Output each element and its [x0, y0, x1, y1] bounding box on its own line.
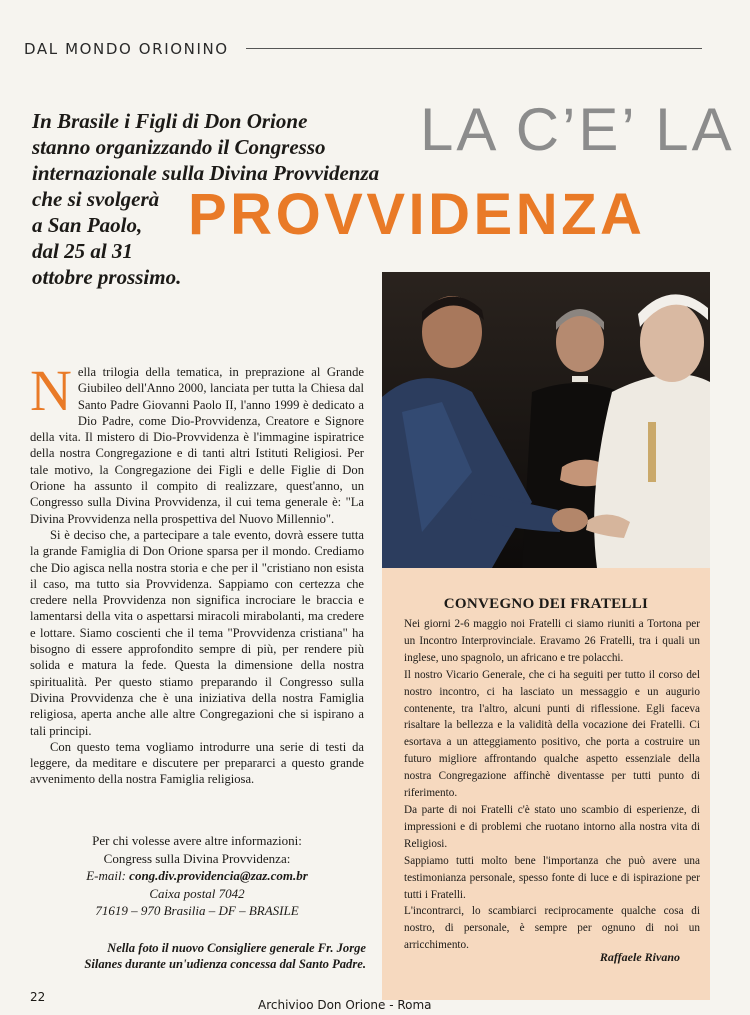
title-line-1: LA C’E’ LA	[420, 96, 735, 163]
sidebar-box	[382, 568, 710, 1000]
sidebar-author: Raffaele Rivano	[599, 950, 680, 964]
title-line-2: PROVVIDENZA	[188, 182, 646, 247]
sidebar-paragraph: Da parte di noi Fratelli c'è stato uno scambio di esperienze, di impressioni e di problemi che ruotano intorno alla nostra vita di Religiosi.	[404, 803, 700, 850]
lead-line: dal 25 al 31	[32, 239, 133, 263]
lead-line: In Brasile i Figli di Don Orione	[32, 109, 308, 133]
contact-block	[30, 832, 364, 920]
email-link[interactable]: cong.div.providencia@zaz.com.br	[129, 868, 308, 884]
lead-line: stanno organizzando il Congresso	[32, 135, 326, 159]
sidebar-paragraph: Nei giorni 2-6 maggio noi Fratelli ci siamo riuniti a Tortona per un Incontro Interprovinciale. Eravamo 26 Fratelli, tra i quali un inglese, uno spagnolo, un africano e tre polacchi.	[404, 618, 700, 664]
lead-line: ottobre prossimo.	[32, 265, 182, 289]
lead-line: internazionale sulla Divina Provvidenza	[32, 161, 380, 185]
contact-postal: Caixa postal 7042	[149, 885, 245, 901]
article-paragraph-text: ella trilogia della tematica, in preprazione al Grande Giubileo dell'Anno 2000, lanciata per tutta la Chiesa dal Santo Padre Giovanni Paolo II, l'anno 1999 è dedicato a Dio Padre, come Dio-Provvidenza, Creatore e Signore della vita. Il mistero di Dio-Provvidenza è l'immagine ispiratrice della nostra Congregazione e di tanti altri Istituti Religiosi. Per tale motivo, la Congregazione dei Figli e delle Figlie di Don Orione ha assunto il compito di realizzare, quest'anno, un Congresso sulla Divina Provvidenza, il cui tema generale è: "La Divina Provvidenza nella prospettiva del Nuovo Millennio".	[30, 365, 364, 526]
caption-line: Silanes durante un'udienza concessa dal Santo Padre.	[84, 957, 366, 971]
lead-line: a San Paolo,	[32, 213, 143, 237]
contact-address: 71619 – 970 Brasilia – DF – BRASILE	[95, 903, 299, 919]
drop-cap: N	[30, 358, 72, 423]
page-number: 22	[30, 990, 46, 1004]
lead-line: che si svolgerà	[32, 187, 160, 211]
email-label: E-mail:	[86, 868, 126, 884]
sidebar-title: CONVEGNO DEI FRATELLI	[443, 596, 649, 612]
article-paragraph	[30, 358, 364, 527]
article-paragraph: Si è deciso che, a partecipare a tale evento, dovrà essere tutta la grande Famiglia di Don Orione sparsa per il mondo. Crediamo che Dio agisca nella nostra storia e che per il "cristiano non esista il caso, ma tutto sia Provvidenza. Sappiamo con certezza che credere nella Provvidenza non significa incrociare le braccia e lamentarsi della vita o aspettarsi miracoli mirabolanti, ma credere e lottare. Siamo coscienti che il tema "Provvidenza cristiana" ha bisogno di essere approfondito sempre di più, per rendere più solida e matura la fede. Questa la dimensione della nostra spiritualità. Per questo stiamo preparando il Congresso sulla Divina Provvidenza che è una iniziativa della nostra Famiglia religiosa, aperta anche alle altre Congregazioni che si ispirano a tali principi.	[30, 527, 364, 738]
audience-photo	[382, 272, 710, 568]
photo-caption	[30, 940, 366, 972]
sidebar-paragraph: Sappiamo tutti molto bene l'importanza che può avere una testimonianza personale, spesso fonte di luce e di ispirazione per tutti i Fratelli.	[404, 854, 700, 901]
sidebar-paragraph: L'incontrarci, lo scambiarci reciprocamente qualche cosa di nostro, di personale, è sempre per ognuno di noi un arricchimento.	[404, 905, 700, 952]
header-rule	[246, 48, 702, 49]
archive-footer: Archivioo Don Orione - Roma	[258, 998, 432, 1012]
sidebar-paragraph: Il nostro Vicario Generale, che ci ha seguiti per tutto il corso del nostro incontro, ci ha lasciato un messaggio e un augurio contenente, tra l'altro, alcuni punti di riflessione. Egli faceva risaltare la bellezza e la validità della vocazione dei Fratelli. Ci esortava a un atteggiamento positivo, che porta a costruire un futuro migliore affrontando qualche aspetto essenziale della nostra Congregazione affinchè diventasse per tutti punto di riferimento.	[404, 668, 700, 800]
contact-name: Congress sulla Divina Provvidenza:	[103, 850, 291, 866]
caption-line: Nella foto il nuovo Consigliere generale Fr. Jorge	[107, 941, 366, 955]
section-label: DAL MONDO ORIONINO	[24, 40, 229, 58]
article-body	[30, 358, 364, 788]
contact-email-line	[30, 867, 364, 885]
sidebar-body	[404, 616, 700, 954]
article-paragraph: Con questo tema vogliamo introdurre una serie di testi da leggere, da meditare e discutere per prepararci a questo grande avvenimento della nostra Famiglia religiosa.	[30, 739, 364, 787]
contact-intro: Per chi volesse avere altre informazioni:	[92, 833, 302, 848]
